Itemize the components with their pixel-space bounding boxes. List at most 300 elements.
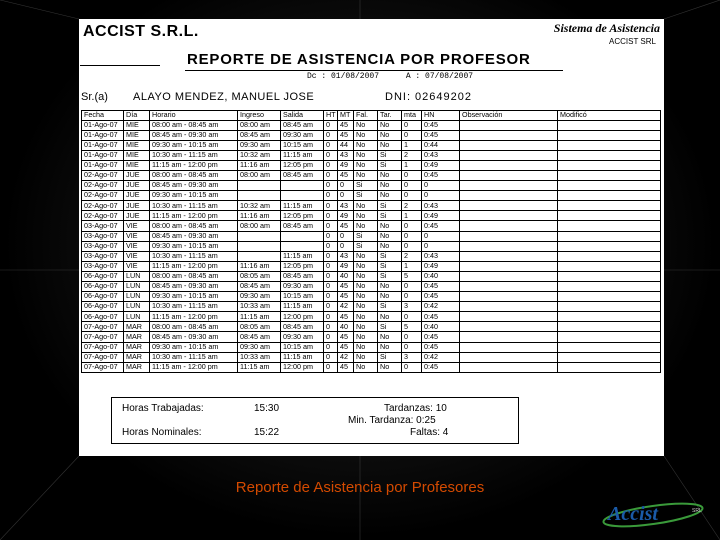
professor-dni: DNI: 02649202 — [385, 91, 472, 103]
table-cell: Si — [378, 261, 402, 271]
table-cell: LUN — [124, 282, 150, 292]
table-cell — [460, 342, 558, 352]
table-cell — [558, 282, 661, 292]
table-cell: 08:00 am - 08:45 am — [150, 170, 238, 180]
table-cell: 06-Ago-07 — [82, 312, 124, 322]
table-cell: No — [378, 130, 402, 140]
table-cell: 0 — [324, 191, 338, 201]
table-cell: 0 — [324, 352, 338, 362]
column-header: Modificó — [558, 111, 661, 121]
table-cell: No — [354, 332, 378, 342]
table-cell: 43 — [338, 201, 354, 211]
tardies-count: Tardanzas: 10 — [384, 403, 447, 414]
table-cell: 09:30 am - 10:15 am — [150, 191, 238, 201]
table-cell: 5 — [402, 271, 422, 281]
table-cell: JUE — [124, 170, 150, 180]
table-cell: 10:30 am - 11:15 am — [150, 302, 238, 312]
table-cell: No — [354, 261, 378, 271]
column-header: Tar. — [378, 111, 402, 121]
table-cell: 08:00 am - 08:45 am — [150, 322, 238, 332]
professor-label: Sr.(a) — [81, 91, 108, 103]
table-cell: 0 — [402, 221, 422, 231]
table-cell: 0 — [324, 342, 338, 352]
table-cell: 08:00 am — [238, 221, 281, 231]
table-cell: 12:00 pm — [281, 312, 324, 322]
table-row — [82, 271, 661, 281]
table-cell: 0 — [324, 150, 338, 160]
table-row — [82, 282, 661, 292]
table-cell: 11:15 am - 12:00 pm — [150, 312, 238, 322]
table-cell — [460, 140, 558, 150]
table-cell: 0:44 — [422, 140, 460, 150]
table-cell — [238, 191, 281, 201]
table-cell: 10:15 am — [281, 342, 324, 352]
table-cell: 0 — [324, 332, 338, 342]
table-cell — [460, 302, 558, 312]
table-cell: 3 — [402, 352, 422, 362]
table-cell: No — [378, 332, 402, 342]
table-cell: 49 — [338, 261, 354, 271]
table-cell: 0 — [402, 312, 422, 322]
column-header: Horario — [150, 111, 238, 121]
table-cell: 08:05 am — [238, 322, 281, 332]
table-cell: MIE — [124, 120, 150, 130]
table-cell: 45 — [338, 342, 354, 352]
table-cell: No — [354, 362, 378, 372]
table-cell: 0 — [422, 231, 460, 241]
table-cell: No — [378, 312, 402, 322]
table-cell: 1 — [402, 160, 422, 170]
table-cell: 11:15 am — [281, 201, 324, 211]
table-cell: 0 — [324, 362, 338, 372]
table-cell — [238, 231, 281, 241]
table-cell — [238, 181, 281, 191]
table-cell: 06-Ago-07 — [82, 282, 124, 292]
table-cell — [460, 191, 558, 201]
table-cell: VIE — [124, 251, 150, 261]
table-cell: 0:49 — [422, 211, 460, 221]
table-cell: 0 — [324, 130, 338, 140]
column-header: Ingreso — [238, 111, 281, 121]
table-cell: MIE — [124, 140, 150, 150]
report-title: REPORTE DE ASISTENCIA POR PROFESOR — [187, 51, 531, 68]
table-cell: JUE — [124, 211, 150, 221]
table-cell: 08:45 am - 09:30 am — [150, 282, 238, 292]
nominal-hours-value: 15:22 — [254, 427, 280, 438]
table-cell: 01-Ago-07 — [82, 160, 124, 170]
table-cell: 11:16 am — [238, 261, 281, 271]
table-cell: 40 — [338, 271, 354, 281]
table-cell: Si — [378, 211, 402, 221]
table-cell: No — [354, 150, 378, 160]
table-cell: 1 — [402, 261, 422, 271]
table-cell — [558, 302, 661, 312]
table-cell: Si — [354, 241, 378, 251]
table-cell: 06-Ago-07 — [82, 302, 124, 312]
table-cell: 40 — [338, 322, 354, 332]
table-cell: 09:30 am — [281, 130, 324, 140]
table-cell: No — [378, 181, 402, 191]
accist-logo — [598, 495, 714, 531]
table-cell: 08:45 am - 09:30 am — [150, 130, 238, 140]
table-row — [82, 342, 661, 352]
table-cell: 5 — [402, 322, 422, 332]
table-cell: No — [354, 322, 378, 332]
table-cell: No — [354, 130, 378, 140]
column-header: Fecha — [82, 111, 124, 121]
table-cell: MAR — [124, 332, 150, 342]
table-cell: 09:30 am — [238, 140, 281, 150]
table-cell: No — [378, 221, 402, 231]
table-cell: No — [354, 251, 378, 261]
table-cell: 0:40 — [422, 271, 460, 281]
table-cell: Si — [378, 302, 402, 312]
table-cell: 43 — [338, 251, 354, 261]
table-cell: No — [378, 241, 402, 251]
table-row — [82, 140, 661, 150]
table-cell — [281, 181, 324, 191]
table-row — [82, 160, 661, 170]
table-cell: No — [354, 221, 378, 231]
table-cell: 0 — [338, 191, 354, 201]
table-cell — [558, 211, 661, 221]
table-cell: No — [354, 201, 378, 211]
attendance-table — [81, 110, 661, 373]
table-cell: Si — [354, 181, 378, 191]
table-row — [82, 130, 661, 140]
table-cell: No — [378, 231, 402, 241]
table-cell: Si — [378, 271, 402, 281]
table-cell: 45 — [338, 120, 354, 130]
table-cell: 10:30 am - 11:15 am — [150, 201, 238, 211]
table-cell — [558, 322, 661, 332]
table-cell: 0 — [324, 261, 338, 271]
table-cell: 09:30 am - 10:15 am — [150, 342, 238, 352]
table-cell: 0 — [338, 181, 354, 191]
table-cell — [558, 120, 661, 130]
table-cell — [460, 241, 558, 251]
table-cell: 0:45 — [422, 332, 460, 342]
table-cell: 0 — [324, 292, 338, 302]
table-cell: 0 — [422, 241, 460, 251]
table-cell — [281, 231, 324, 241]
table-cell: JUE — [124, 201, 150, 211]
table-cell: 0 — [422, 191, 460, 201]
column-header: Observación — [460, 111, 558, 121]
table-cell: MAR — [124, 352, 150, 362]
table-cell: No — [378, 120, 402, 130]
table-row — [82, 181, 661, 191]
table-cell: Si — [378, 150, 402, 160]
table-cell: 0 — [402, 130, 422, 140]
table-cell — [558, 342, 661, 352]
table-cell: No — [354, 271, 378, 281]
table-cell — [460, 261, 558, 271]
table-cell — [558, 261, 661, 271]
table-row — [82, 302, 661, 312]
table-row — [82, 241, 661, 251]
system-name: Sistema de Asistencia — [553, 21, 660, 35]
table-cell: Si — [378, 251, 402, 261]
table-cell: 08:45 am — [281, 271, 324, 281]
table-cell: 10:32 am — [238, 201, 281, 211]
table-cell: 49 — [338, 211, 354, 221]
table-cell: No — [378, 292, 402, 302]
table-cell — [558, 271, 661, 281]
table-cell: 0 — [324, 120, 338, 130]
table-cell: 11:16 am — [238, 160, 281, 170]
table-cell: 10:30 am - 11:15 am — [150, 352, 238, 362]
table-cell: 0 — [324, 302, 338, 312]
table-cell: 0 — [324, 312, 338, 322]
table-cell: 42 — [338, 352, 354, 362]
table-cell: 45 — [338, 292, 354, 302]
table-row — [82, 221, 661, 231]
table-cell: 0 — [324, 201, 338, 211]
table-cell: 11:15 am - 12:00 pm — [150, 211, 238, 221]
table-cell: MAR — [124, 362, 150, 372]
table-cell: 45 — [338, 332, 354, 342]
logo-suffix: SRL — [692, 508, 702, 514]
table-cell: No — [354, 140, 378, 150]
table-cell: 0 — [324, 140, 338, 150]
logo-text: Accist — [608, 503, 658, 525]
nominal-hours-label: Horas Nominales: — [122, 427, 202, 438]
table-cell — [238, 241, 281, 251]
table-cell: 08:00 am — [238, 120, 281, 130]
table-cell: 06-Ago-07 — [82, 271, 124, 281]
table-cell: 10:32 am — [238, 150, 281, 160]
table-cell: 08:45 am — [238, 130, 281, 140]
table-row — [82, 362, 661, 372]
table-cell: 08:05 am — [238, 271, 281, 281]
table-cell — [558, 191, 661, 201]
table-cell: No — [378, 140, 402, 150]
table-cell: 08:45 am — [281, 322, 324, 332]
table-cell: 0 — [422, 181, 460, 191]
table-cell — [558, 160, 661, 170]
table-cell — [238, 251, 281, 261]
table-cell: 12:05 pm — [281, 261, 324, 271]
table-cell: MIE — [124, 160, 150, 170]
table-cell — [460, 231, 558, 241]
column-header: Salida — [281, 111, 324, 121]
table-cell: No — [378, 342, 402, 352]
table-cell: No — [378, 282, 402, 292]
attendance-report-document — [79, 19, 664, 456]
column-header: HT — [324, 111, 338, 121]
table-cell: No — [354, 292, 378, 302]
table-cell — [460, 201, 558, 211]
table-cell: No — [354, 312, 378, 322]
table-cell: 09:30 am - 10:15 am — [150, 241, 238, 251]
table-cell: 45 — [338, 221, 354, 231]
table-cell — [460, 120, 558, 130]
table-cell: 08:45 am — [281, 170, 324, 180]
table-cell: 42 — [338, 302, 354, 312]
table-cell: No — [354, 342, 378, 352]
table-cell: 0:43 — [422, 150, 460, 160]
table-cell: 11:15 am — [281, 251, 324, 261]
table-row — [82, 211, 661, 221]
date-range — [307, 72, 495, 81]
table-cell: 11:15 am — [281, 150, 324, 160]
table-cell — [460, 160, 558, 170]
table-cell: LUN — [124, 271, 150, 281]
table-cell: 06-Ago-07 — [82, 292, 124, 302]
date-to: A : 07/08/2007 — [405, 72, 474, 81]
table-cell: 07-Ago-07 — [82, 322, 124, 332]
table-cell: 0 — [324, 251, 338, 261]
column-header: MT — [338, 111, 354, 121]
table-header-row — [82, 111, 661, 121]
table-cell — [558, 292, 661, 302]
table-cell — [460, 251, 558, 261]
table-cell — [558, 251, 661, 261]
table-cell: 44 — [338, 140, 354, 150]
table-row — [82, 120, 661, 130]
table-cell: JUE — [124, 191, 150, 201]
table-cell: 0 — [402, 170, 422, 180]
table-cell — [460, 211, 558, 221]
hours-worked-label: Horas Trabajadas: — [122, 403, 204, 414]
table-cell: 0 — [402, 292, 422, 302]
table-cell: 09:30 am — [281, 332, 324, 342]
table-cell: 0:49 — [422, 160, 460, 170]
divider — [185, 70, 563, 71]
table-cell: 09:30 am — [238, 292, 281, 302]
table-row — [82, 150, 661, 160]
table-cell: 10:15 am — [281, 140, 324, 150]
table-cell: 0 — [402, 191, 422, 201]
table-cell: 03-Ago-07 — [82, 221, 124, 231]
table-cell: VIE — [124, 231, 150, 241]
table-cell: 07-Ago-07 — [82, 352, 124, 362]
table-cell: 01-Ago-07 — [82, 150, 124, 160]
table-cell: LUN — [124, 292, 150, 302]
table-cell: 0:45 — [422, 292, 460, 302]
table-cell: VIE — [124, 241, 150, 251]
table-cell: No — [354, 352, 378, 362]
table-cell: 08:00 am - 08:45 am — [150, 271, 238, 281]
table-cell: 0:45 — [422, 312, 460, 322]
table-cell: Si — [378, 322, 402, 332]
table-cell: 11:16 am — [238, 211, 281, 221]
table-cell: MIE — [124, 150, 150, 160]
table-cell: LUN — [124, 302, 150, 312]
table-cell: 10:30 am - 11:15 am — [150, 150, 238, 160]
table-cell: 09:30 am - 10:15 am — [150, 292, 238, 302]
company-name: ACCIST S.R.L. — [83, 23, 199, 40]
table-cell: No — [354, 302, 378, 312]
table-cell: 1 — [402, 211, 422, 221]
column-header: Fal. — [354, 111, 378, 121]
table-cell: Si — [378, 201, 402, 211]
table-cell: VIE — [124, 261, 150, 271]
date-from: Dc : 01/08/2007 — [307, 72, 380, 81]
table-row — [82, 201, 661, 211]
table-cell: Si — [378, 352, 402, 362]
table-cell: 08:45 am — [281, 120, 324, 130]
table-cell — [460, 292, 558, 302]
table-cell: 1 — [402, 140, 422, 150]
table-cell: 11:15 am - 12:00 pm — [150, 160, 238, 170]
table-cell: 0 — [402, 362, 422, 372]
table-cell: 11:15 am - 12:00 pm — [150, 362, 238, 372]
table-cell: MIE — [124, 130, 150, 140]
table-cell — [460, 221, 558, 231]
table-cell: 0 — [338, 231, 354, 241]
table-cell: 0:45 — [422, 120, 460, 130]
table-cell: 08:45 am — [238, 332, 281, 342]
table-cell: 3 — [402, 302, 422, 312]
table-cell: 0 — [324, 282, 338, 292]
table-cell: 02-Ago-07 — [82, 181, 124, 191]
table-cell: 10:30 am - 11:15 am — [150, 251, 238, 261]
table-cell — [558, 140, 661, 150]
column-header: Día — [124, 111, 150, 121]
table-cell: 43 — [338, 150, 354, 160]
table-cell: No — [354, 170, 378, 180]
table-cell — [558, 352, 661, 362]
table-cell: 2 — [402, 201, 422, 211]
table-cell: 0 — [402, 332, 422, 342]
table-cell: 03-Ago-07 — [82, 241, 124, 251]
table-cell: 45 — [338, 130, 354, 140]
table-cell: 10:33 am — [238, 302, 281, 312]
table-cell: 07-Ago-07 — [82, 332, 124, 342]
absences-count: Faltas: 4 — [410, 427, 449, 438]
table-row — [82, 261, 661, 271]
table-cell: 07-Ago-07 — [82, 362, 124, 372]
table-cell: No — [378, 191, 402, 201]
table-cell: 0 — [402, 241, 422, 251]
table-cell: 0 — [324, 181, 338, 191]
divider — [80, 65, 160, 66]
table-cell: 0 — [402, 181, 422, 191]
table-cell: 0:43 — [422, 201, 460, 211]
table-cell: 12:00 pm — [281, 362, 324, 372]
table-cell: No — [354, 120, 378, 130]
table-cell — [460, 130, 558, 140]
table-row — [82, 231, 661, 241]
table-cell: 0:45 — [422, 170, 460, 180]
column-header: mta — [402, 111, 422, 121]
table-cell: 0 — [324, 211, 338, 221]
table-cell: 49 — [338, 160, 354, 170]
table-cell: 11:15 am — [238, 362, 281, 372]
table-cell: 08:45 am — [281, 221, 324, 231]
table-row — [82, 292, 661, 302]
table-cell: 10:15 am — [281, 292, 324, 302]
table-cell: 11:15 am — [281, 352, 324, 362]
table-cell: 0 — [324, 221, 338, 231]
table-cell: 09:30 am — [281, 282, 324, 292]
table-cell — [460, 150, 558, 160]
table-cell — [460, 181, 558, 191]
table-cell: 03-Ago-07 — [82, 261, 124, 271]
table-cell: 01-Ago-07 — [82, 130, 124, 140]
table-cell: No — [378, 170, 402, 180]
table-cell: 0 — [324, 231, 338, 241]
table-cell: 01-Ago-07 — [82, 120, 124, 130]
table-cell: 03-Ago-07 — [82, 251, 124, 261]
table-cell: 08:00 am - 08:45 am — [150, 221, 238, 231]
table-cell: Si — [354, 231, 378, 241]
table-cell: 0 — [324, 160, 338, 170]
summary-box — [111, 397, 519, 444]
table-cell: LUN — [124, 312, 150, 322]
